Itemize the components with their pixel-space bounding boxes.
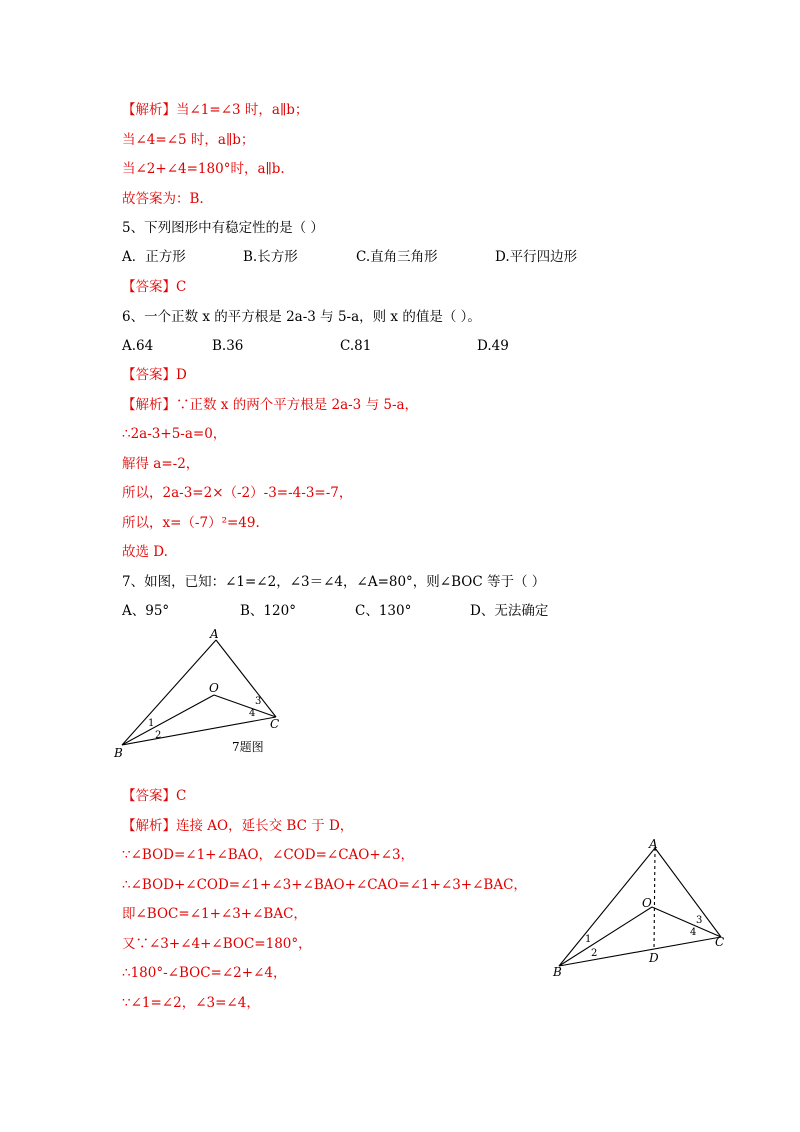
q7-analysis-line-4: 即∠BOC=∠1+∠3+∠BAC， [122,906,307,922]
q6-option-b: B.36 [212,338,244,354]
fig1-angle-3: 3 [255,696,262,707]
q6-analysis-line-3: 解得 a=-2， [122,456,200,472]
q6-option-d: D.49 [477,338,509,354]
q7-option-c: C、130° [355,603,412,619]
q7-analysis-line-5: 又∵∠3+∠4+∠BOC=180°， [122,936,312,952]
q7-answer: 【答案】C [122,788,187,804]
q7-analysis-line-7: ∵∠1=∠2，∠3=∠4， [122,995,260,1011]
fig2-angle-4: 4 [690,927,697,938]
fig1-label-o: O [209,681,219,695]
fig1-label-a: A [210,627,219,641]
q5-answer: 【答案】C [122,279,187,295]
fig2-label-b: B [553,965,562,979]
q6-option-c: C.81 [340,338,372,354]
fig2-label-a: A [649,837,658,851]
fig1-label-b: B [114,746,123,760]
q5-option-a: A．正方形 [122,249,186,265]
fig1-angle-2: 2 [155,730,162,741]
q5-question: 5、下列图形中有稳定性的是（ ） [122,220,324,236]
fig2-angle-2: 2 [591,948,598,959]
q4-analysis-line-4: 故答案为：B. [122,191,204,207]
fig1-label-c: C [270,717,280,731]
q5-option-d: D.平行四边形 [495,249,578,265]
fig2-label-c: C [715,935,725,949]
q6-analysis-line-5: 所以，x=（-7）²=49. [122,515,260,531]
q5-option-c: C.直角三角形 [356,249,438,265]
fig2-label-d: D [649,951,659,965]
q7-figure [110,622,310,762]
q5-option-b: B.长方形 [243,249,298,265]
fig1-angle-4: 4 [249,708,256,719]
q7-option-d: D、无法确定 [470,603,549,619]
q7-analysis-line-6: ∴180°-∠BOC=∠2+∠4， [122,965,287,981]
q6-answer: 【答案】D [122,367,187,383]
q4-analysis-line-1: 【解析】当∠1=∠3 时，a∥b； [122,102,309,118]
q4-analysis-line-2: 当∠4=∠5 时，a∥b； [122,132,255,148]
fig1-caption: 7题图 [232,740,264,754]
q6-analysis-line-1: 【解析】∵正数 x 的两个平方根是 2a-3 与 5-a， [122,397,419,413]
fig2-label-o: O [642,896,652,910]
q7-question: 7、如图，已知：∠1=∠2，∠3＝∠4，∠A=80°，则∠BOC 等于（ ） [122,574,546,590]
q7-analysis-figure [545,832,745,982]
fig1-angle-1: 1 [148,718,155,729]
q6-question: 6、一个正数 x 的平方根是 2a-3 与 5-a，则 x 的值是（ ）。 [122,309,481,325]
q4-analysis-line-3: 当∠2+∠4=180°时，a∥b. [122,161,285,177]
q7-option-b: B、120° [240,603,296,619]
q7-option-a: A、95° [122,603,170,619]
q7-analysis-line-3: ∴∠BOD+∠COD=∠1+∠3+∠BAO+∠CAO=∠1+∠3+∠BAC， [122,877,527,893]
q6-analysis-line-6: 故选 D. [122,544,168,560]
fig2-angle-3: 3 [696,915,703,926]
q6-analysis-line-2: ∴2a-3+5-a=0， [122,426,227,442]
q6-option-a: A.64 [122,338,154,354]
q7-analysis-line-2: ∵∠BOD=∠1+∠BAO，∠COD=∠CAO+∠3， [122,847,415,863]
q7-analysis-line-1: 【解析】连接 AO，延长交 BC 于 D， [122,818,354,834]
q6-analysis-line-4: 所以，2a-3=2×（-2）-3=-4-3=-7， [122,485,353,501]
fig2-angle-1: 1 [585,934,592,945]
